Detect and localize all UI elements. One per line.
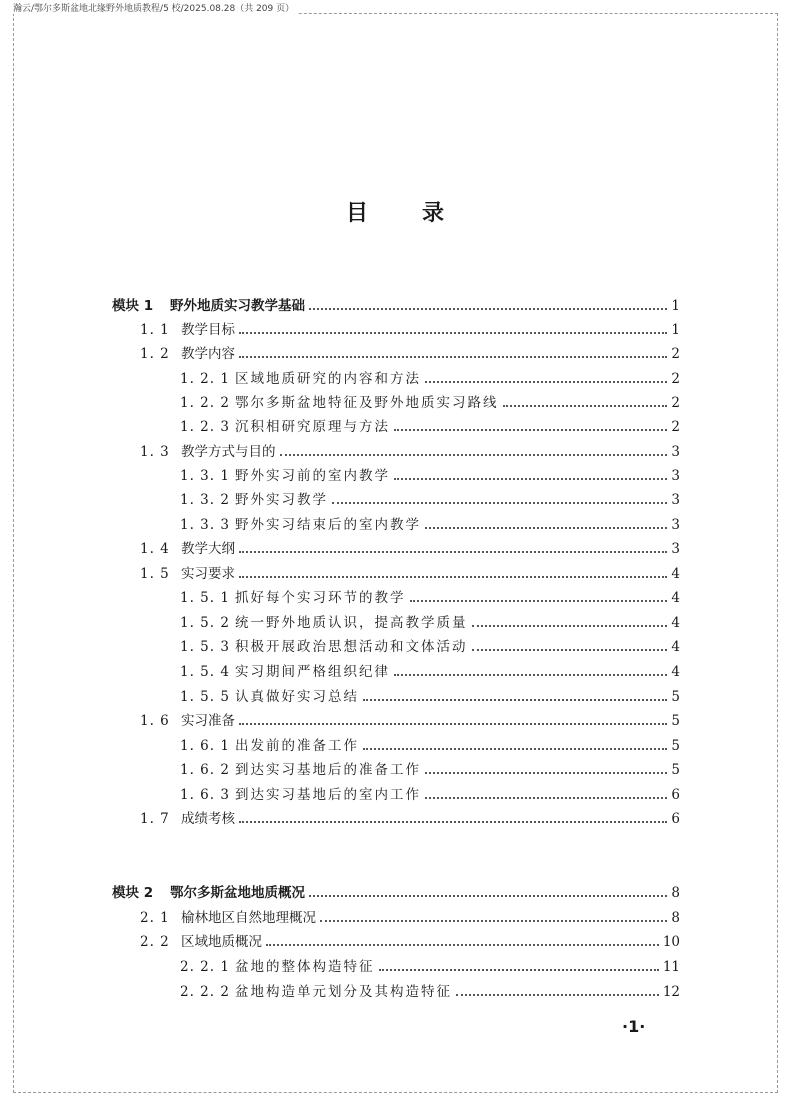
toc-module-entry[interactable] xyxy=(112,297,680,315)
toc-entry-page: 12 xyxy=(662,984,680,1000)
toc-entry-number: 2. 2. 1 xyxy=(180,959,230,975)
toc-dot-leader xyxy=(309,297,667,310)
toc-subsection-entry[interactable] xyxy=(180,638,680,656)
toc-dot-leader xyxy=(394,467,667,480)
toc-subsection-entry[interactable] xyxy=(180,394,680,412)
toc-entry-page: 3 xyxy=(671,444,680,460)
toc-subsection-entry[interactable] xyxy=(180,614,680,632)
toc-subsection-entry[interactable] xyxy=(180,589,680,607)
toc-entry-page: 5 xyxy=(671,762,680,778)
toc-entry-page: 2 xyxy=(671,371,680,387)
toc-entry-page: 2 xyxy=(671,419,680,435)
toc-entry-number: 1. 2. 2 xyxy=(180,395,230,411)
page-title: 目录 xyxy=(345,201,498,226)
toc-dot-leader xyxy=(379,958,659,971)
toc-entry-number: 1. 2 xyxy=(140,346,170,362)
toc-entry-page: 4 xyxy=(671,639,680,655)
toc-entry-title: 成绩考核 xyxy=(181,811,235,827)
toc-subsection-entry[interactable] xyxy=(180,491,680,509)
toc-dot-leader xyxy=(503,394,668,407)
toc-dot-leader xyxy=(394,663,667,676)
toc-entry-title: 榆林地区自然地理概况 xyxy=(181,910,316,926)
toc-entry-title: 出发前的准备工作 xyxy=(235,738,359,754)
toc-dot-leader xyxy=(363,737,667,750)
toc-entry-page: 3 xyxy=(671,492,680,508)
toc-dot-leader xyxy=(472,638,668,651)
toc-dot-leader xyxy=(425,516,667,529)
toc-entry-title: 鄂尔多斯盆地地质概况 xyxy=(170,885,305,901)
toc-dot-leader xyxy=(266,933,659,946)
toc-entry-number: 2. 2. 2 xyxy=(180,984,230,1000)
toc-dot-leader xyxy=(239,712,667,725)
toc-entry-title: 到达实习基地后的室内工作 xyxy=(235,787,421,803)
toc-entry-title: 野外实习前的室内教学 xyxy=(235,468,390,484)
toc-subsection-entry[interactable] xyxy=(180,761,680,779)
toc-entry-page: 2 xyxy=(671,346,680,362)
toc-entry-page: 10 xyxy=(662,934,680,950)
toc-entry-page: 4 xyxy=(671,664,680,680)
toc-dot-leader xyxy=(363,688,667,701)
toc-entry-number: 1. 5. 3 xyxy=(180,639,230,655)
toc-entry-title: 统一野外地质认识，提高教学质量 xyxy=(235,615,468,631)
toc-entry-page: 6 xyxy=(671,811,680,827)
toc-entry-title: 积极开展政治思想活动和文体活动 xyxy=(235,639,468,655)
toc-subsection-entry[interactable] xyxy=(180,958,680,976)
toc-dot-leader xyxy=(456,983,659,996)
toc-subsection-entry[interactable] xyxy=(180,737,680,755)
toc-entry-title: 教学大纲 xyxy=(181,541,235,557)
toc-entry-page: 5 xyxy=(671,713,680,729)
toc-entry-number: 1. 3 xyxy=(140,444,170,460)
toc-section-entry[interactable] xyxy=(140,810,680,828)
toc-entry-page: 3 xyxy=(671,517,680,533)
toc-entry-title: 教学方式与目的 xyxy=(181,444,276,460)
toc-entry-title: 认真做好实习总结 xyxy=(235,689,359,705)
toc-section-entry[interactable] xyxy=(140,321,680,339)
toc-entry-number: 2. 1 xyxy=(140,910,170,926)
toc-entry-number: 1. 1 xyxy=(140,322,170,338)
toc-dot-leader xyxy=(425,761,667,774)
toc-entry-title: 实习要求 xyxy=(181,566,235,582)
toc-entry-number: 1. 5. 2 xyxy=(180,615,230,631)
toc-entry-number: 2. 2 xyxy=(140,934,170,950)
toc-entry-title: 盆地构造单元划分及其构造特征 xyxy=(235,984,452,1000)
toc-entry-number: 模块 2 xyxy=(112,885,154,901)
toc-entry-number: 1. 6. 3 xyxy=(180,787,230,803)
toc-subsection-entry[interactable] xyxy=(180,370,680,388)
toc-entry-number: 1. 5 xyxy=(140,566,170,582)
toc-entry-number: 1. 6. 2 xyxy=(180,762,230,778)
toc-entry-number: 1. 3. 3 xyxy=(180,517,230,533)
toc-section-entry[interactable] xyxy=(140,712,680,730)
toc-entry-title: 区域地质研究的内容和方法 xyxy=(235,371,421,387)
toc-entry-page: 4 xyxy=(671,615,680,631)
toc-entry-title: 野外实习教学 xyxy=(235,492,328,508)
toc-entry-page: 11 xyxy=(662,959,680,975)
toc-entry-title: 野外实习结束后的室内教学 xyxy=(235,517,421,533)
toc-entry-number: 1. 2. 3 xyxy=(180,419,230,435)
toc-entry-number: 1. 2. 1 xyxy=(180,371,230,387)
toc-entry-title: 实习准备 xyxy=(181,713,235,729)
toc-entry-number: 1. 5. 4 xyxy=(180,664,230,680)
toc-section-entry[interactable] xyxy=(140,345,680,363)
toc-entry-page: 1 xyxy=(671,322,680,338)
toc-dot-leader xyxy=(239,321,667,334)
toc-entry-number: 1. 7 xyxy=(140,811,170,827)
toc-entry-page: 5 xyxy=(671,689,680,705)
toc-entry-title: 盆地的整体构造特征 xyxy=(235,959,375,975)
running-header: 瀚云/鄂尔多斯盆地北缘野外地质教程/5 校/2025.08.28（共 209 页） xyxy=(13,1,297,14)
toc-dot-leader xyxy=(394,418,667,431)
toc-entry-page: 1 xyxy=(671,298,680,314)
toc-entry-title: 到达实习基地后的准备工作 xyxy=(235,762,421,778)
toc-section-entry[interactable] xyxy=(140,565,680,583)
toc-module-entry[interactable] xyxy=(112,884,680,902)
toc-dot-leader xyxy=(239,540,667,553)
toc-entry-title: 野外地质实习教学基础 xyxy=(170,298,305,314)
toc-dot-leader xyxy=(309,884,667,897)
toc-dot-leader xyxy=(332,491,667,504)
toc-subsection-entry[interactable] xyxy=(180,418,680,436)
toc-dot-leader xyxy=(425,370,667,383)
toc-subsection-entry[interactable] xyxy=(180,983,680,1001)
toc-entry-title: 抓好每个实习环节的教学 xyxy=(235,590,406,606)
toc-entry-title: 沉积相研究原理与方法 xyxy=(235,419,390,435)
toc-subsection-entry[interactable] xyxy=(180,516,680,534)
toc-dot-leader xyxy=(425,786,667,799)
toc-entry-number: 1. 5. 1 xyxy=(180,590,230,606)
toc-entry-page: 8 xyxy=(671,885,680,901)
toc-entry-number: 1. 6 xyxy=(140,713,170,729)
toc-section-entry[interactable] xyxy=(140,443,680,461)
toc-entry-page: 8 xyxy=(671,910,680,926)
toc-entry-number: 1. 4 xyxy=(140,541,170,557)
toc-section-entry[interactable] xyxy=(140,909,680,927)
toc-subsection-entry[interactable] xyxy=(180,688,680,706)
toc-dot-leader xyxy=(239,345,667,358)
toc-entry-page: 6 xyxy=(671,787,680,803)
toc-entry-title: 教学目标 xyxy=(181,322,235,338)
toc-dot-leader xyxy=(472,614,668,627)
toc-dot-leader xyxy=(239,810,667,823)
toc-dot-leader xyxy=(320,909,667,922)
toc-section-entry[interactable] xyxy=(140,540,680,558)
toc-dot-leader xyxy=(239,565,667,578)
toc-entry-title: 教学内容 xyxy=(181,346,235,362)
toc-entry-page: 2 xyxy=(671,395,680,411)
toc-entry-number: 1. 5. 5 xyxy=(180,689,230,705)
toc-entry-title: 实习期间严格组织纪律 xyxy=(235,664,390,680)
toc-entry-page: 3 xyxy=(671,541,680,557)
toc-entry-page: 4 xyxy=(671,590,680,606)
toc-section-entry[interactable] xyxy=(140,933,680,951)
toc-entry-number: 模块 1 xyxy=(112,298,154,314)
page-number: ·1· xyxy=(622,1017,646,1036)
toc-entry-number: 1. 6. 1 xyxy=(180,738,230,754)
toc-entry-page: 5 xyxy=(671,738,680,754)
toc-entry-page: 3 xyxy=(671,468,680,484)
toc-entry-number: 1. 3. 2 xyxy=(180,492,230,508)
toc-entry-title: 区域地质概况 xyxy=(181,934,262,950)
toc-subsection-entry[interactable] xyxy=(180,467,680,485)
toc-entry-title: 鄂尔多斯盆地特征及野外地质实习路线 xyxy=(235,395,499,411)
toc-subsection-entry[interactable] xyxy=(180,663,680,681)
toc-dot-leader xyxy=(410,589,668,602)
toc-subsection-entry[interactable] xyxy=(180,786,680,804)
toc-dot-leader xyxy=(280,443,668,456)
toc-entry-number: 1. 3. 1 xyxy=(180,468,230,484)
toc-entry-page: 4 xyxy=(671,566,680,582)
